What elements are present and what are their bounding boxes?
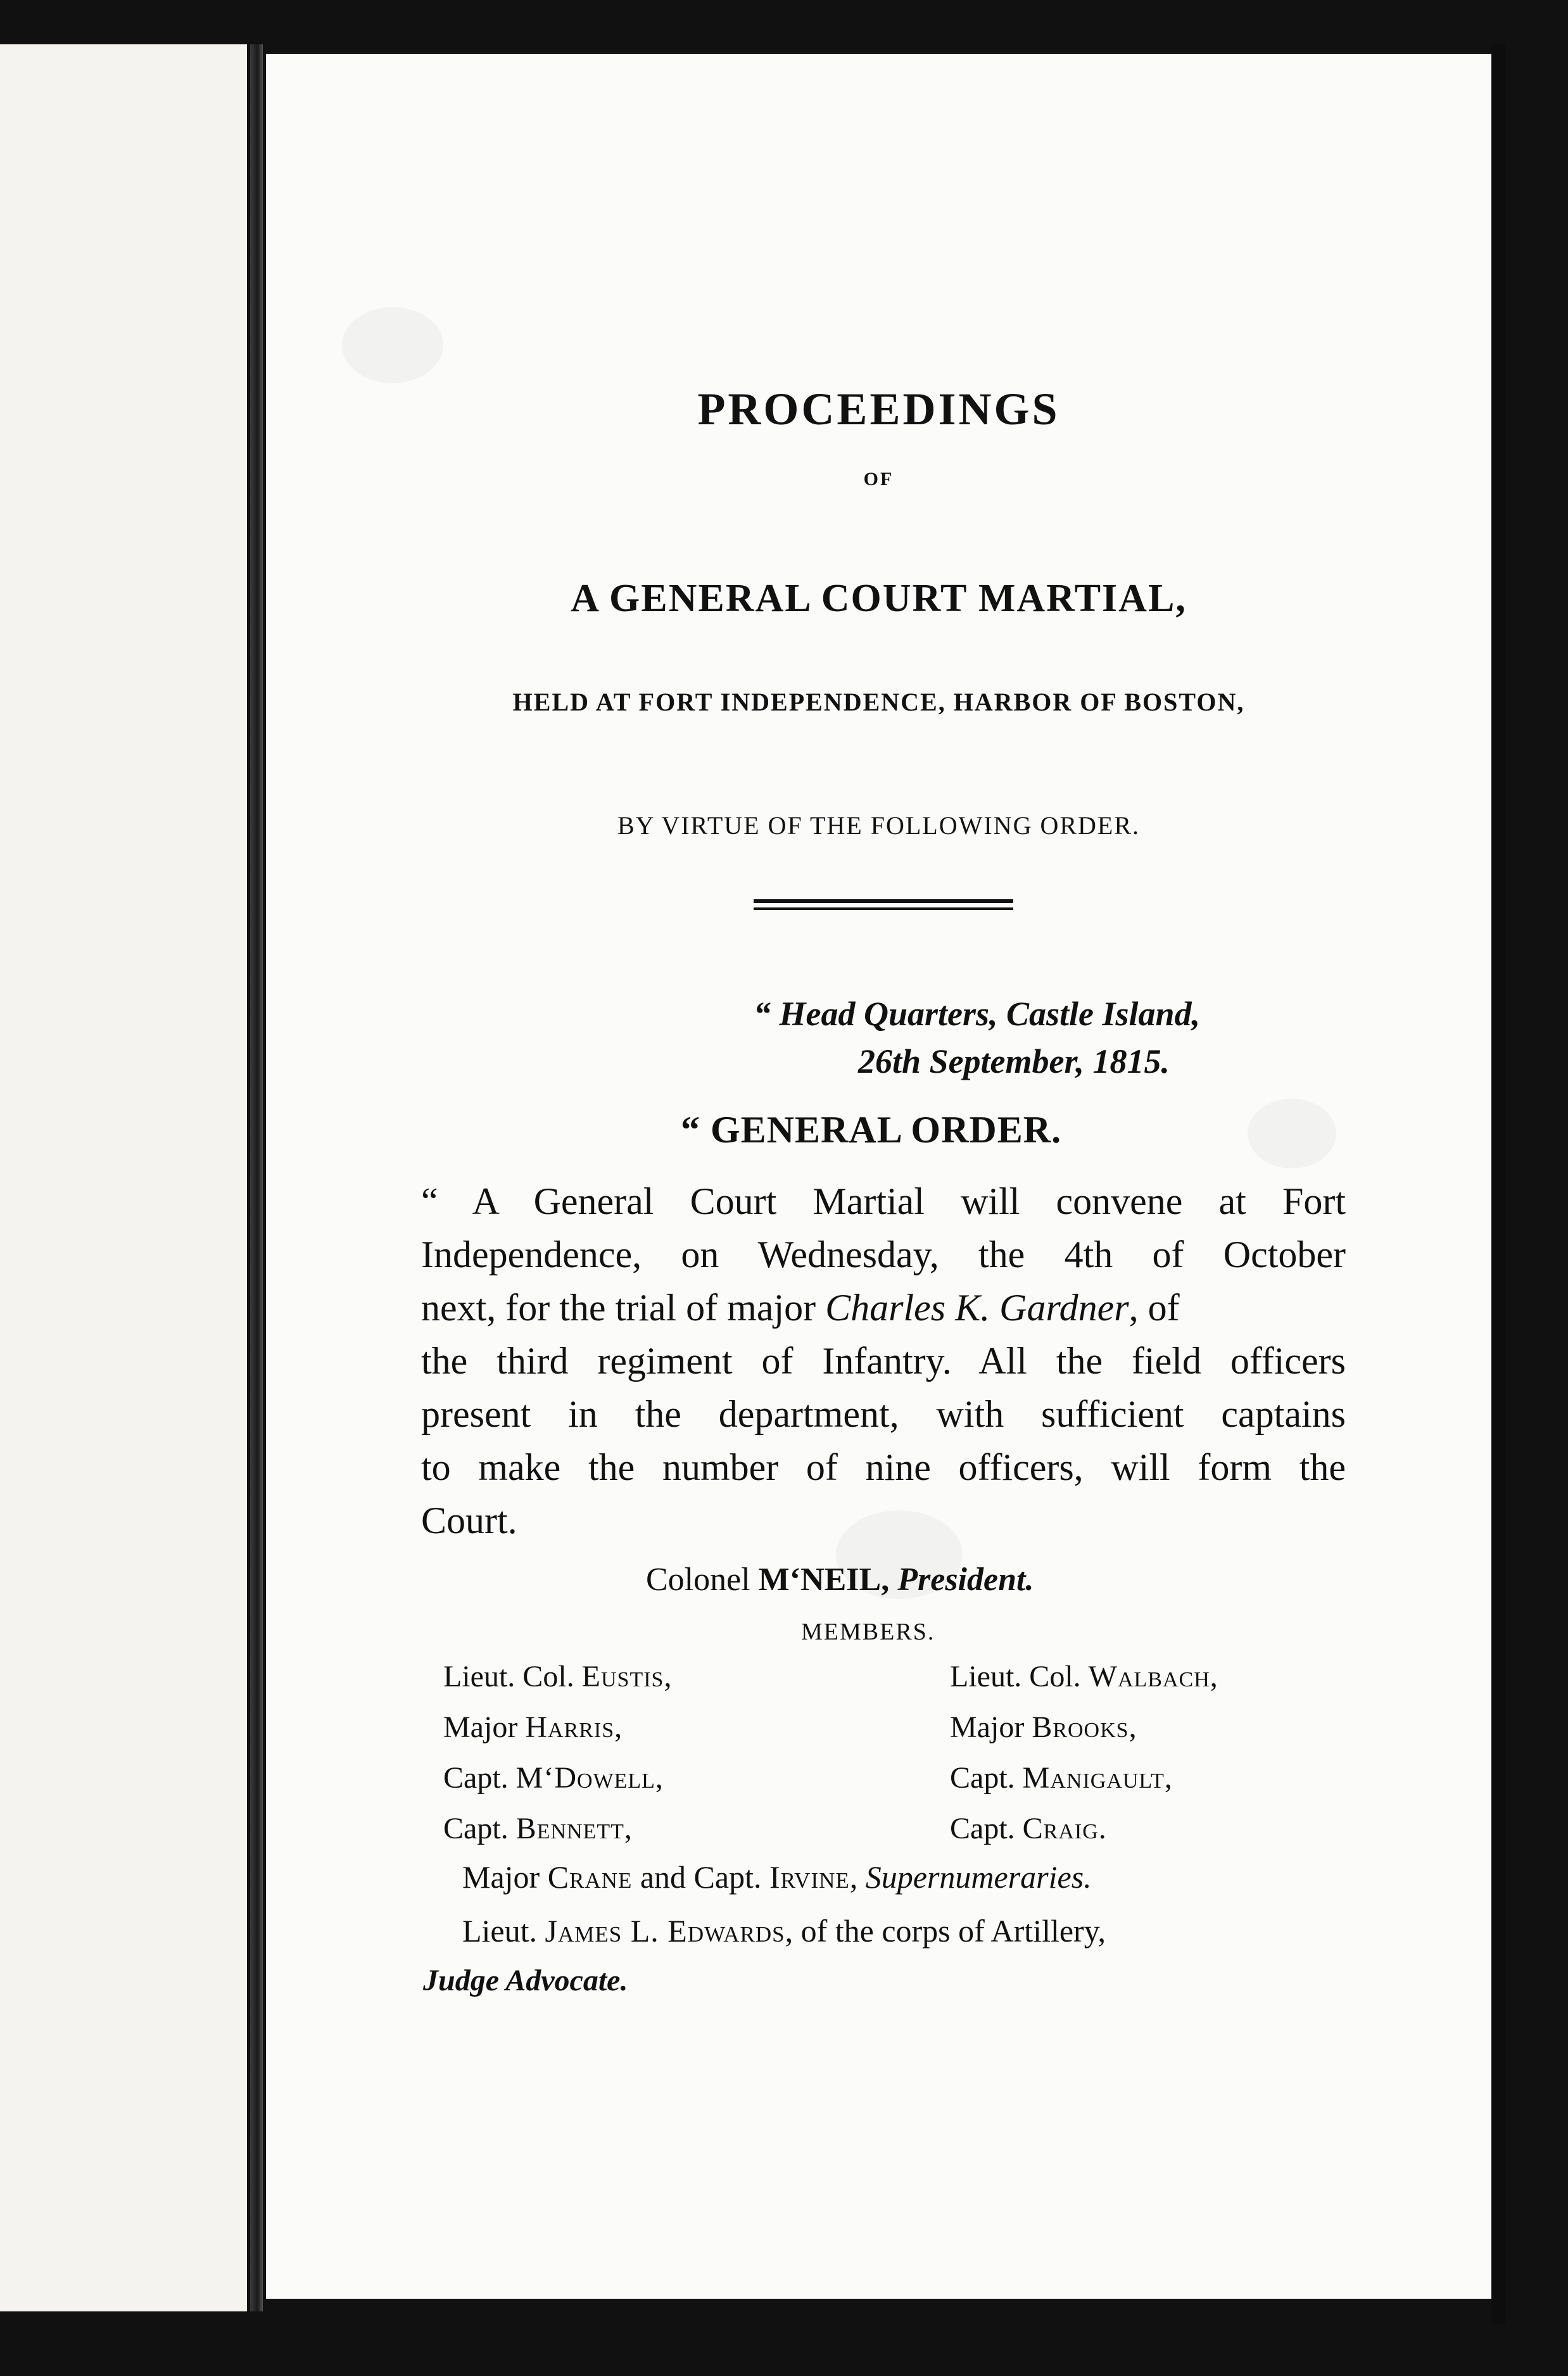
member-left: Capt. Bennett, (443, 1812, 633, 1845)
member-left: Capt. M‘Dowell, (443, 1761, 664, 1795)
order-paragraph (421, 1175, 1346, 1547)
dateline-date: 26th September, 1815. (858, 1042, 1170, 1080)
show-through-blot (1248, 1099, 1336, 1168)
dateline-place: “ Head Quarters, Castle Island, (754, 995, 1201, 1033)
paragraph-line: the third regiment of Infantry. All the field officers (421, 1340, 1346, 1382)
page-subtitle: A GENERAL COURT MARTIAL, (571, 577, 1187, 620)
member-right: Capt. Craig. (950, 1812, 1107, 1845)
location-line: HELD AT FORT INDEPENDENCE, HARBOR OF BOSTON, (512, 688, 1245, 716)
member-right: Lieut. Col. Walbach, (950, 1660, 1218, 1693)
paragraph-line: present in the department, with sufficient captains (421, 1393, 1346, 1435)
paragraph-line: Court. (421, 1500, 517, 1541)
paragraph-line: “ A General Court Martial will convene at Fort (421, 1180, 1346, 1222)
member-left: Major Harris, (443, 1710, 623, 1744)
paragraph-line: to make the number of nine officers, will form the (421, 1446, 1346, 1488)
authority-line: BY VIRTUE OF THE FOLLOWING ORDER. (617, 811, 1141, 840)
page-edge-shadow (1491, 44, 1505, 2324)
judge-advocate-line: Lieut. James L. Edwards, of the corps of Artillery, (462, 1913, 1106, 1949)
supernumeraries-line: Major Crane and Capt. Irvine, Supernumeraries. (462, 1859, 1092, 1895)
members-heading: MEMBERS. (801, 1619, 935, 1645)
judge-advocate-title: Judge Advocate. (423, 1964, 628, 1997)
paragraph-line: Independence, on Wednesday, the 4th of October (421, 1234, 1346, 1275)
accused-name: Charles K. Gardner (825, 1287, 1129, 1329)
court-president: Colonel M‘NEIL, President. (646, 1562, 1034, 1598)
page-title: PROCEEDINGS (697, 384, 1060, 434)
member-right: Capt. Manigault, (950, 1761, 1173, 1795)
member-right: Major Brooks, (950, 1710, 1137, 1744)
book-gutter (250, 44, 263, 2311)
show-through-blot (342, 307, 443, 383)
title-connector: OF (863, 469, 894, 490)
double-rule-divider (754, 899, 1013, 913)
paragraph-line: next, for the trial of major Charles K. Gardner, of (421, 1287, 1180, 1329)
order-heading: “ GENERAL ORDER. (681, 1109, 1062, 1151)
member-left: Lieut. Col. Eustis, (443, 1660, 673, 1693)
facing-page (0, 44, 247, 2311)
